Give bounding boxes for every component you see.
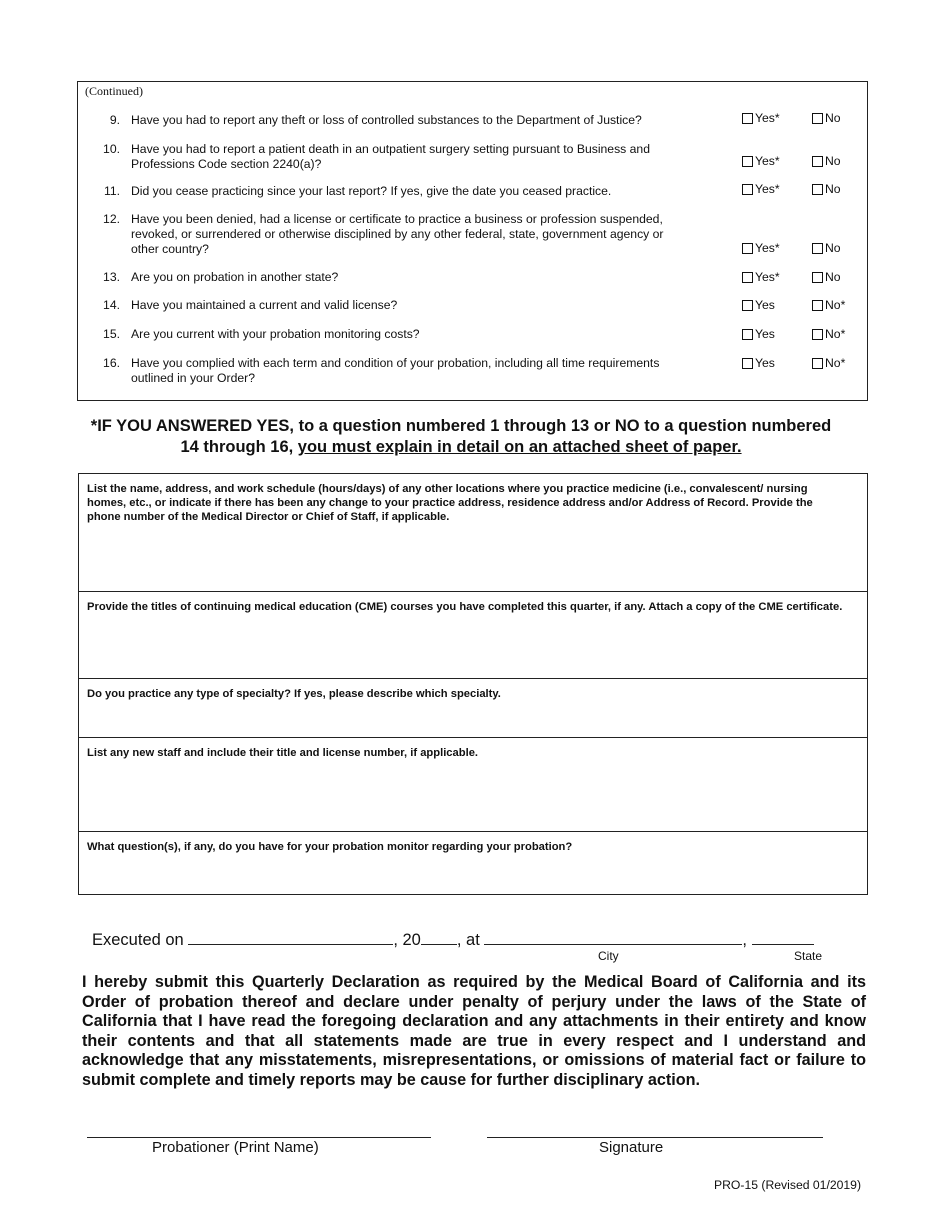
- checkbox-icon[interactable]: [812, 156, 823, 167]
- city-label: City: [598, 949, 619, 963]
- checkbox-icon[interactable]: [812, 184, 823, 195]
- checkbox-icon[interactable]: [812, 243, 823, 254]
- question-number: 11.: [103, 184, 120, 198]
- practice-locations-section[interactable]: [79, 474, 867, 592]
- checkbox-icon[interactable]: [742, 243, 753, 254]
- checkbox-icon[interactable]: [742, 184, 753, 195]
- question-number: 15.: [103, 327, 120, 341]
- checkbox-icon[interactable]: [812, 300, 823, 311]
- section-label: List any new staff and include their title and license number, if applicable.: [87, 747, 479, 759]
- no-option[interactable]: No*: [812, 327, 845, 342]
- checkbox-icon[interactable]: [812, 329, 823, 340]
- explanation-notice: *IF YOU ANSWERED YES, to a question numbered 1 through 13 or NO to a question numbered 14 through 16, you must explain in detail on an attached sheet of paper.: [90, 417, 832, 456]
- no-option[interactable]: No: [812, 241, 841, 256]
- yes-option[interactable]: Yes*: [742, 241, 780, 256]
- question-text: Did you cease practicing since your last report? If yes, give the date you ceased practice.: [131, 184, 612, 198]
- yes-option[interactable]: Yes: [742, 327, 775, 342]
- question-text: Have you had to report a patient death in an outpatient surgery setting pursuant to Business and Professions Code section 2240(a)?: [131, 142, 650, 171]
- new-staff-section[interactable]: [79, 738, 867, 832]
- question-text: Have you been denied, had a license or certificate to practice a business or profession suspended, revoked, or surrendered or otherwise disciplined by any other federal, state, government agency or other country?: [131, 212, 664, 256]
- city-field[interactable]: [484, 929, 742, 945]
- no-option[interactable]: No*: [812, 298, 845, 313]
- question-number: 9.: [109, 113, 120, 127]
- cme-courses-section[interactable]: [79, 592, 867, 679]
- print-name-label: Probationer (Print Name): [152, 1139, 319, 1156]
- section-label: Provide the titles of continuing medical education (CME) courses you have completed this quarter, if any. Attach a copy of the CME certificate.: [87, 601, 843, 613]
- question-text: Are you on probation in another state?: [131, 270, 339, 284]
- checkbox-icon[interactable]: [742, 156, 753, 167]
- no-option[interactable]: No*: [812, 356, 845, 371]
- yes-option[interactable]: Yes*: [742, 154, 780, 169]
- section-label: What question(s), if any, do you have for your probation monitor regarding your probation?: [87, 841, 573, 853]
- question-number: 14.: [103, 298, 120, 312]
- checkbox-icon[interactable]: [742, 329, 753, 340]
- question-number: 10.: [103, 142, 120, 156]
- print-name-field[interactable]: [87, 1137, 431, 1138]
- yes-option[interactable]: Yes: [742, 356, 775, 371]
- no-option[interactable]: No: [812, 270, 841, 285]
- state-label: State: [794, 949, 823, 963]
- explanation-sections: [78, 473, 868, 895]
- question-number: 13.: [103, 270, 120, 284]
- checkbox-icon[interactable]: [812, 358, 823, 369]
- monitor-questions-section[interactable]: [79, 832, 867, 894]
- continued-label: (Continued): [85, 84, 143, 98]
- at-label: , at: [456, 931, 480, 949]
- yes-option[interactable]: Yes*: [742, 111, 780, 126]
- state-field[interactable]: [752, 929, 814, 945]
- question-text: Have you maintained a current and valid license?: [131, 298, 398, 312]
- yes-option[interactable]: Yes*: [742, 270, 780, 285]
- form-number: PRO-15 (Revised 01/2019): [714, 1178, 861, 1192]
- section-label: List the name, address, and work schedule (hours/days) of any other locations where you practice medicine (i.e., convalescent/ nursing homes, etc., or indicate if there has been any change to your practice address, residence address and/or Address of Record. Provide the phone number of the Medical Director or Chief of Staff, if applicable.: [87, 483, 813, 523]
- question-number: 16.: [103, 356, 120, 370]
- no-option[interactable]: No: [812, 154, 841, 169]
- date-field[interactable]: [188, 929, 393, 945]
- no-option[interactable]: No: [812, 182, 841, 197]
- checkbox-icon[interactable]: [812, 113, 823, 124]
- year-field[interactable]: [421, 929, 457, 945]
- question-text: Have you complied with each term and condition of your probation, including all time requirements outlined in your Order?: [131, 356, 660, 385]
- question-number: 12.: [103, 212, 120, 226]
- yes-option[interactable]: Yes*: [742, 182, 780, 197]
- specialty-section[interactable]: [79, 679, 867, 738]
- declaration-text: I hereby submit this Quarterly Declaration as required by the Medical Board of California and its Order of probation thereof and declare under penalty of perjury under the laws of the State of California that I have read the foregoing declaration and any attachments in their entirety and know their contents and that all statements made are true in every respect and I understand and acknowledge that any misstatements, misrepresentations, or omissions of material fact or failure to submit complete and timely reports may be cause for further disciplinary action.: [82, 973, 866, 1089]
- section-label: Do you practice any type of specialty? If yes, please describe which specialty.: [87, 688, 501, 700]
- year-prefix: , 20: [393, 931, 421, 949]
- question-text: Are you current with your probation monitoring costs?: [131, 327, 420, 341]
- checkbox-icon[interactable]: [742, 300, 753, 311]
- no-option[interactable]: No: [812, 111, 841, 126]
- signature-field[interactable]: [487, 1137, 823, 1138]
- yes-option[interactable]: Yes: [742, 298, 775, 313]
- checkbox-icon[interactable]: [742, 272, 753, 283]
- checkbox-icon[interactable]: [812, 272, 823, 283]
- checkbox-icon[interactable]: [742, 113, 753, 124]
- executed-on-label: Executed on: [92, 931, 184, 949]
- executed-line: [92, 929, 814, 950]
- checkbox-icon[interactable]: [742, 358, 753, 369]
- comma: ,: [742, 931, 747, 949]
- question-text: Have you had to report any theft or loss of controlled substances to the Department of Justice?: [131, 113, 642, 127]
- signature-label: Signature: [599, 1139, 664, 1156]
